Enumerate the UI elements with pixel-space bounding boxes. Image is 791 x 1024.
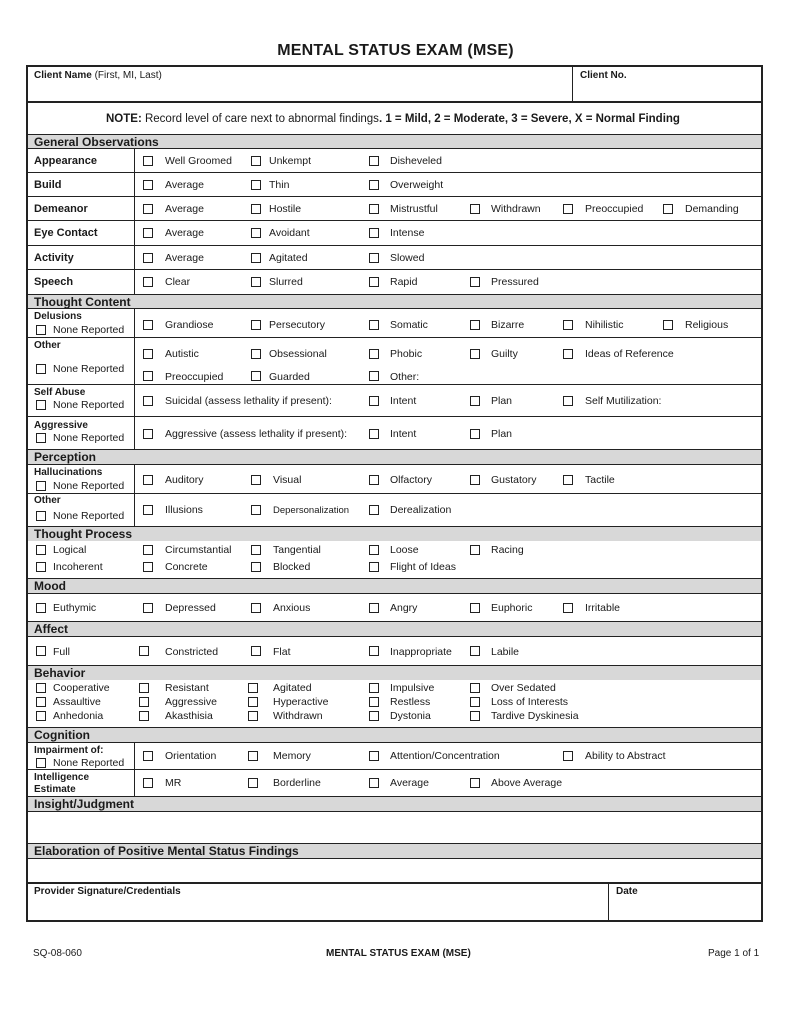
none-reported-label: None Reported: [53, 757, 125, 769]
average-checkbox[interactable]: [143, 204, 153, 214]
delusions-row: [28, 308, 761, 337]
option-label: Nihilistic: [585, 319, 624, 331]
signature-divider: [608, 884, 609, 922]
option-label: Tactile: [585, 474, 615, 486]
option-label: Plan: [491, 395, 513, 407]
option-label: Cooperative: [53, 682, 110, 694]
slurred-checkbox[interactable]: [251, 277, 261, 287]
option-label: Withdrawn: [273, 710, 323, 722]
self-abuse-row: [28, 384, 761, 416]
phobic-checkbox[interactable]: [369, 349, 379, 359]
tangential-checkbox[interactable]: [251, 545, 261, 555]
hostile-checkbox[interactable]: [251, 204, 261, 214]
label-divider: [134, 246, 135, 269]
ability-to-abstract-checkbox[interactable]: [563, 751, 573, 761]
option-label: Avoidant: [269, 227, 310, 239]
option-label: Labile: [491, 646, 520, 658]
section-mood: [28, 578, 761, 593]
attention-concentration-checkbox[interactable]: [369, 751, 379, 761]
date-field[interactable]: [610, 898, 760, 922]
option-label: Slurred: [269, 276, 303, 288]
preoccupied-checkbox[interactable]: [143, 371, 153, 381]
section-title: Thought Content: [34, 295, 131, 309]
derealization-checkbox[interactable]: [369, 505, 379, 515]
gustatory-checkbox[interactable]: [470, 475, 480, 485]
section-thought-process: [28, 526, 761, 541]
section-insight-judgment: [28, 796, 761, 811]
option-label: Attention/Concentration: [390, 750, 500, 762]
anxious-checkbox[interactable]: [251, 603, 261, 613]
label-divider: [134, 770, 135, 796]
concrete-checkbox[interactable]: [143, 562, 153, 572]
option-label: Preoccupied: [165, 371, 224, 383]
option-label: Slowed: [390, 252, 425, 264]
grandiose-checkbox[interactable]: [143, 320, 153, 330]
option-label: Irritable: [585, 602, 621, 614]
option-label: Thin: [269, 179, 290, 191]
general-row-speech: [28, 269, 761, 294]
suicidal-checkbox[interactable]: [143, 396, 153, 406]
intelligence-label: Intelligence: [34, 772, 90, 783]
option-label: Incoherent: [53, 561, 103, 573]
general-row-appearance: [28, 148, 761, 172]
overweight-checkbox[interactable]: [369, 180, 379, 190]
option-label: Grandiose: [165, 319, 214, 331]
flight-of-ideas-checkbox[interactable]: [369, 562, 379, 572]
hallucinations-none-checkbox[interactable]: [36, 481, 46, 491]
row-label: Build: [34, 179, 62, 191]
none-reported-label: None Reported: [53, 432, 125, 444]
loss-of-interests-checkbox[interactable]: [470, 697, 480, 707]
delusions-label: Delusions: [34, 311, 82, 322]
other-label: Other: [34, 340, 61, 351]
form-code: SQ-08-060: [33, 948, 82, 959]
option-label: Average: [165, 203, 204, 215]
impairment-none-checkbox[interactable]: [36, 758, 46, 768]
general-row-activity: [28, 245, 761, 269]
section-title: Cognition: [34, 728, 90, 742]
option-label: Intent: [390, 428, 417, 440]
option-label: Bizarre: [491, 319, 525, 331]
none-reported-label: None Reported: [53, 480, 125, 492]
hallucinations-row: [28, 464, 761, 493]
option-label: Self Mutilization:: [585, 395, 662, 407]
agitated-behavior-checkbox[interactable]: [248, 683, 258, 693]
option-label: Phobic: [390, 348, 423, 360]
option-label: Other:: [390, 371, 420, 383]
option-label: Concrete: [165, 561, 208, 573]
avoidant-checkbox[interactable]: [251, 228, 261, 238]
option-label: Somatic: [390, 319, 428, 331]
nihilistic-checkbox[interactable]: [563, 320, 573, 330]
intense-checkbox[interactable]: [369, 228, 379, 238]
option-label: Circumstantial: [165, 544, 232, 556]
option-label: Agitated: [273, 682, 312, 694]
section-title: Mood: [34, 579, 66, 593]
option-label: Impulsive: [390, 682, 435, 694]
option-label: Tangential: [273, 544, 321, 556]
option-label: Rapid: [390, 276, 418, 288]
pressured-checkbox[interactable]: [470, 277, 480, 287]
option-label: Gustatory: [491, 474, 537, 486]
section-title: Affect: [34, 622, 69, 636]
section-title: Elaboration of Positive Mental Status Findings: [34, 844, 299, 858]
option-label: Ideas of Reference: [585, 348, 674, 360]
row-label: Speech: [34, 276, 74, 288]
illusions-checkbox[interactable]: [143, 505, 153, 515]
suicidal-intent-checkbox[interactable]: [369, 396, 379, 406]
section-affect: [28, 621, 761, 636]
autistic-checkbox[interactable]: [143, 349, 153, 359]
option-label: MR: [165, 777, 182, 789]
rapid-checkbox[interactable]: [369, 277, 379, 287]
option-label: Average: [165, 179, 204, 191]
ideas-of-reference-checkbox[interactable]: [563, 349, 573, 359]
option-label: Euphoric: [491, 602, 533, 614]
option-label: Assaultive: [53, 696, 101, 708]
aggressive-plan-checkbox[interactable]: [470, 429, 480, 439]
option-label: Average: [165, 227, 204, 239]
option-label: Clear: [165, 276, 191, 288]
withdrawn-checkbox[interactable]: [470, 204, 480, 214]
self-abuse-label: Self Abuse: [34, 387, 86, 398]
option-label: Demanding: [685, 203, 739, 215]
date-label: Date: [616, 886, 638, 897]
option-label: Inappropriate: [390, 646, 452, 658]
row-label: Demeanor: [34, 203, 88, 215]
behavior-block: [28, 680, 761, 727]
client-name-label: Client Name (First, MI, Last): [34, 70, 162, 81]
option-label: Olfactory: [390, 474, 433, 486]
hyperactive-checkbox[interactable]: [248, 697, 258, 707]
flat-checkbox[interactable]: [251, 646, 261, 656]
section-thought-content: [28, 294, 761, 308]
option-label: Hostile: [269, 203, 302, 215]
option-label: Illusions: [165, 504, 203, 516]
none-reported-label: None Reported: [53, 324, 125, 336]
option-label: Ability to Abstract: [585, 750, 666, 762]
section-cognition: [28, 727, 761, 742]
affect-row: [28, 636, 761, 665]
tardive-dyskinesia-checkbox[interactable]: [470, 711, 480, 721]
none-reported-label: None Reported: [53, 510, 125, 522]
signature-row: [28, 882, 761, 922]
option-label: Logical: [53, 544, 87, 556]
withdrawn-behavior-checkbox[interactable]: [248, 711, 258, 721]
mse-form: [26, 65, 763, 922]
option-label: Euthymic: [53, 602, 97, 614]
depersonalization-checkbox[interactable]: [251, 505, 261, 515]
bizarre-checkbox[interactable]: [470, 320, 480, 330]
average-intelligence-checkbox[interactable]: [369, 778, 379, 788]
anhedonia-checkbox[interactable]: [36, 711, 46, 721]
label-divider: [134, 465, 135, 493]
euthymic-checkbox[interactable]: [36, 603, 46, 613]
impairment-label: Impairment of:: [34, 745, 104, 756]
row-label: Activity: [34, 252, 74, 264]
label-divider: [134, 338, 135, 384]
section-title: General Observations: [34, 135, 159, 149]
elaboration-field[interactable]: [28, 858, 761, 882]
option-label: Disheveled: [390, 155, 442, 167]
option-label: Preoccupied: [585, 203, 644, 215]
restless-checkbox[interactable]: [369, 697, 379, 707]
borderline-checkbox[interactable]: [248, 778, 258, 788]
agitated-checkbox[interactable]: [251, 253, 261, 263]
inappropriate-checkbox[interactable]: [369, 646, 379, 656]
option-label: Memory: [273, 750, 311, 762]
option-label: Autistic: [165, 348, 199, 360]
note-row: [28, 101, 761, 134]
mistrustful-checkbox[interactable]: [369, 204, 379, 214]
option-label: Anhedonia: [53, 710, 104, 722]
constricted-checkbox[interactable]: [139, 646, 149, 656]
akasthisia-checkbox[interactable]: [139, 711, 149, 721]
label-divider: [134, 309, 135, 337]
olfactory-checkbox[interactable]: [369, 475, 379, 485]
option-label: Mistrustful: [390, 203, 438, 215]
option-label: Agitated: [269, 252, 308, 264]
option-label: Obsessional: [269, 348, 327, 360]
option-label: Dystonia: [390, 710, 431, 722]
section-general-observations: [28, 134, 761, 148]
note-text: NOTE: Record level of care next to abnormal findings. 1 = Mild, 2 = Moderate, 3 = Severe, X = Normal Finding: [106, 113, 680, 125]
self-abuse-none-checkbox[interactable]: [36, 400, 46, 410]
option-label: Average: [165, 252, 204, 264]
label-divider: [134, 385, 135, 416]
cooperative-checkbox[interactable]: [36, 683, 46, 693]
label-divider: [134, 221, 135, 245]
section-behavior: [28, 665, 761, 680]
persecutory-checkbox[interactable]: [251, 320, 261, 330]
option-label: Restless: [390, 696, 431, 708]
option-label: Tardive Dyskinesia: [491, 710, 579, 722]
loose-checkbox[interactable]: [369, 545, 379, 555]
self-mutilization-checkbox[interactable]: [563, 396, 573, 406]
option-label: Guarded: [269, 371, 310, 383]
option-label: Persecutory: [269, 319, 326, 331]
option-label: Borderline: [273, 777, 321, 789]
label-divider: [134, 494, 135, 526]
aggressive-behavior-checkbox[interactable]: [139, 697, 149, 707]
average-checkbox[interactable]: [143, 180, 153, 190]
option-label: Aggressive (assess lethality if present):: [165, 428, 348, 440]
label-divider: [134, 149, 135, 172]
option-label: Visual: [273, 474, 302, 486]
client-no-field[interactable]: [573, 79, 761, 101]
unkempt-checkbox[interactable]: [251, 156, 261, 166]
memory-checkbox[interactable]: [248, 751, 258, 761]
impulsive-checkbox[interactable]: [369, 683, 379, 693]
option-label: Plan: [491, 428, 513, 440]
option-label: Akasthisia: [165, 710, 213, 722]
guarded-checkbox[interactable]: [251, 371, 261, 381]
full-checkbox[interactable]: [36, 646, 46, 656]
over-sedated-checkbox[interactable]: [470, 683, 480, 693]
perception-other-none-checkbox[interactable]: [36, 511, 46, 521]
option-label: Intent: [390, 395, 417, 407]
well-groomed-checkbox[interactable]: [143, 156, 153, 166]
label-divider: [134, 270, 135, 294]
general-row-eye-contact: [28, 220, 761, 245]
delusions-none-checkbox[interactable]: [36, 325, 46, 335]
option-label: Auditory: [165, 474, 204, 486]
option-label: Withdrawn: [491, 203, 541, 215]
row-label: Appearance: [34, 155, 97, 167]
section-title: Perception: [34, 450, 97, 464]
option-label: Full: [53, 646, 70, 658]
aggressive-label: Aggressive: [34, 420, 88, 431]
option-label: Aggressive: [165, 696, 217, 708]
suicidal-plan-checkbox[interactable]: [470, 396, 480, 406]
row-label: Eye Contact: [34, 227, 98, 239]
aggressive-intent-checkbox[interactable]: [369, 429, 379, 439]
none-reported-label: None Reported: [53, 399, 125, 411]
none-reported-label: None Reported: [53, 363, 125, 375]
option-label: Racing: [491, 544, 524, 556]
option-label: Well Groomed: [165, 155, 232, 167]
option-label: Depersonalization: [273, 505, 350, 516]
thought-process-block: [28, 541, 761, 578]
visual-checkbox[interactable]: [251, 475, 261, 485]
form-title: MENTAL STATUS EXAM (MSE): [277, 42, 514, 59]
preoccupied-checkbox[interactable]: [563, 204, 573, 214]
assaultive-checkbox[interactable]: [36, 697, 46, 707]
section-elaboration: [28, 843, 761, 858]
label-divider: [134, 743, 135, 769]
option-label: Resistant: [165, 682, 209, 694]
option-label: Suicidal (assess lethality if present):: [165, 395, 332, 407]
section-title: Insight/Judgment: [34, 797, 134, 811]
option-label: Hyperactive: [273, 696, 329, 708]
general-row-demeanor: [28, 196, 761, 220]
general-row-build: [28, 172, 761, 196]
hallucinations-label: Hallucinations: [34, 467, 103, 478]
estimate-label: Estimate: [34, 784, 76, 795]
perception-other-row: [28, 493, 761, 526]
footer-title: MENTAL STATUS EXAM (MSE): [326, 948, 471, 959]
option-label: Anxious: [273, 602, 311, 614]
obsessional-checkbox[interactable]: [251, 349, 261, 359]
average-checkbox[interactable]: [143, 228, 153, 238]
average-checkbox[interactable]: [143, 253, 153, 263]
other-label: Other: [34, 495, 61, 506]
option-label: Loose: [390, 544, 419, 556]
option-label: Unkempt: [269, 155, 312, 167]
mood-row: [28, 593, 761, 621]
aggressive-none-checkbox[interactable]: [36, 433, 46, 443]
demanding-checkbox[interactable]: [663, 204, 673, 214]
other-checkbox[interactable]: [369, 371, 379, 381]
circumstantial-checkbox[interactable]: [143, 545, 153, 555]
impairment-row: [28, 742, 761, 769]
page-number: Page 1 of 1: [708, 948, 760, 959]
provider-signature-label: Provider Signature/Credentials: [34, 886, 181, 897]
logical-checkbox[interactable]: [36, 545, 46, 555]
blocked-checkbox[interactable]: [251, 562, 261, 572]
disheveled-checkbox[interactable]: [369, 156, 379, 166]
racing-checkbox[interactable]: [470, 545, 480, 555]
other-none-checkbox[interactable]: [36, 364, 46, 374]
option-label: Intense: [390, 227, 425, 239]
above-average-checkbox[interactable]: [470, 778, 480, 788]
option-label: Guilty: [491, 348, 518, 360]
euphoric-checkbox[interactable]: [470, 603, 480, 613]
option-label: Loss of Interests: [491, 696, 569, 708]
angry-checkbox[interactable]: [369, 603, 379, 613]
option-label: Angry: [390, 602, 418, 614]
auditory-checkbox[interactable]: [143, 475, 153, 485]
option-label: Flat: [273, 646, 291, 658]
incoherent-checkbox[interactable]: [36, 562, 46, 572]
section-title: Behavior: [34, 666, 86, 680]
aggressive-row: [28, 416, 761, 449]
tactile-checkbox[interactable]: [563, 475, 573, 485]
insight-judgment-field[interactable]: [28, 811, 761, 843]
provider-signature-field[interactable]: [28, 898, 606, 922]
client-name-field[interactable]: [28, 79, 572, 101]
thought-other-row: [28, 337, 761, 384]
option-label: Religious: [685, 319, 729, 331]
option-label: Overweight: [390, 179, 444, 191]
dystonia-checkbox[interactable]: [369, 711, 379, 721]
option-label: Blocked: [273, 561, 311, 573]
labile-checkbox[interactable]: [470, 646, 480, 656]
label-divider: [134, 417, 135, 449]
option-label: Depressed: [165, 602, 216, 614]
resistant-checkbox[interactable]: [139, 683, 149, 693]
client-no-label: Client No.: [580, 70, 627, 81]
orientation-checkbox[interactable]: [143, 751, 153, 761]
section-title: Thought Process: [34, 527, 133, 541]
aggressive-checkbox[interactable]: [143, 429, 153, 439]
guilty-checkbox[interactable]: [470, 349, 480, 359]
section-perception: [28, 449, 761, 464]
label-divider: [134, 173, 135, 196]
somatic-checkbox[interactable]: [369, 320, 379, 330]
slowed-checkbox[interactable]: [369, 253, 379, 263]
intelligence-row: [28, 769, 761, 796]
option-label: Average: [390, 777, 429, 789]
option-label: Constricted: [165, 646, 219, 658]
thin-checkbox[interactable]: [251, 180, 261, 190]
irritable-checkbox[interactable]: [563, 603, 573, 613]
option-label: Above Average: [491, 777, 563, 789]
option-label: Pressured: [491, 276, 539, 288]
option-label: Over Sedated: [491, 682, 556, 694]
mr-checkbox[interactable]: [143, 778, 153, 788]
clear-checkbox[interactable]: [143, 277, 153, 287]
option-label: Derealization: [390, 504, 452, 516]
option-label: Flight of Ideas: [390, 561, 456, 573]
depressed-checkbox[interactable]: [143, 603, 153, 613]
option-label: Orientation: [165, 750, 217, 762]
religious-checkbox[interactable]: [663, 320, 673, 330]
label-divider: [134, 197, 135, 220]
